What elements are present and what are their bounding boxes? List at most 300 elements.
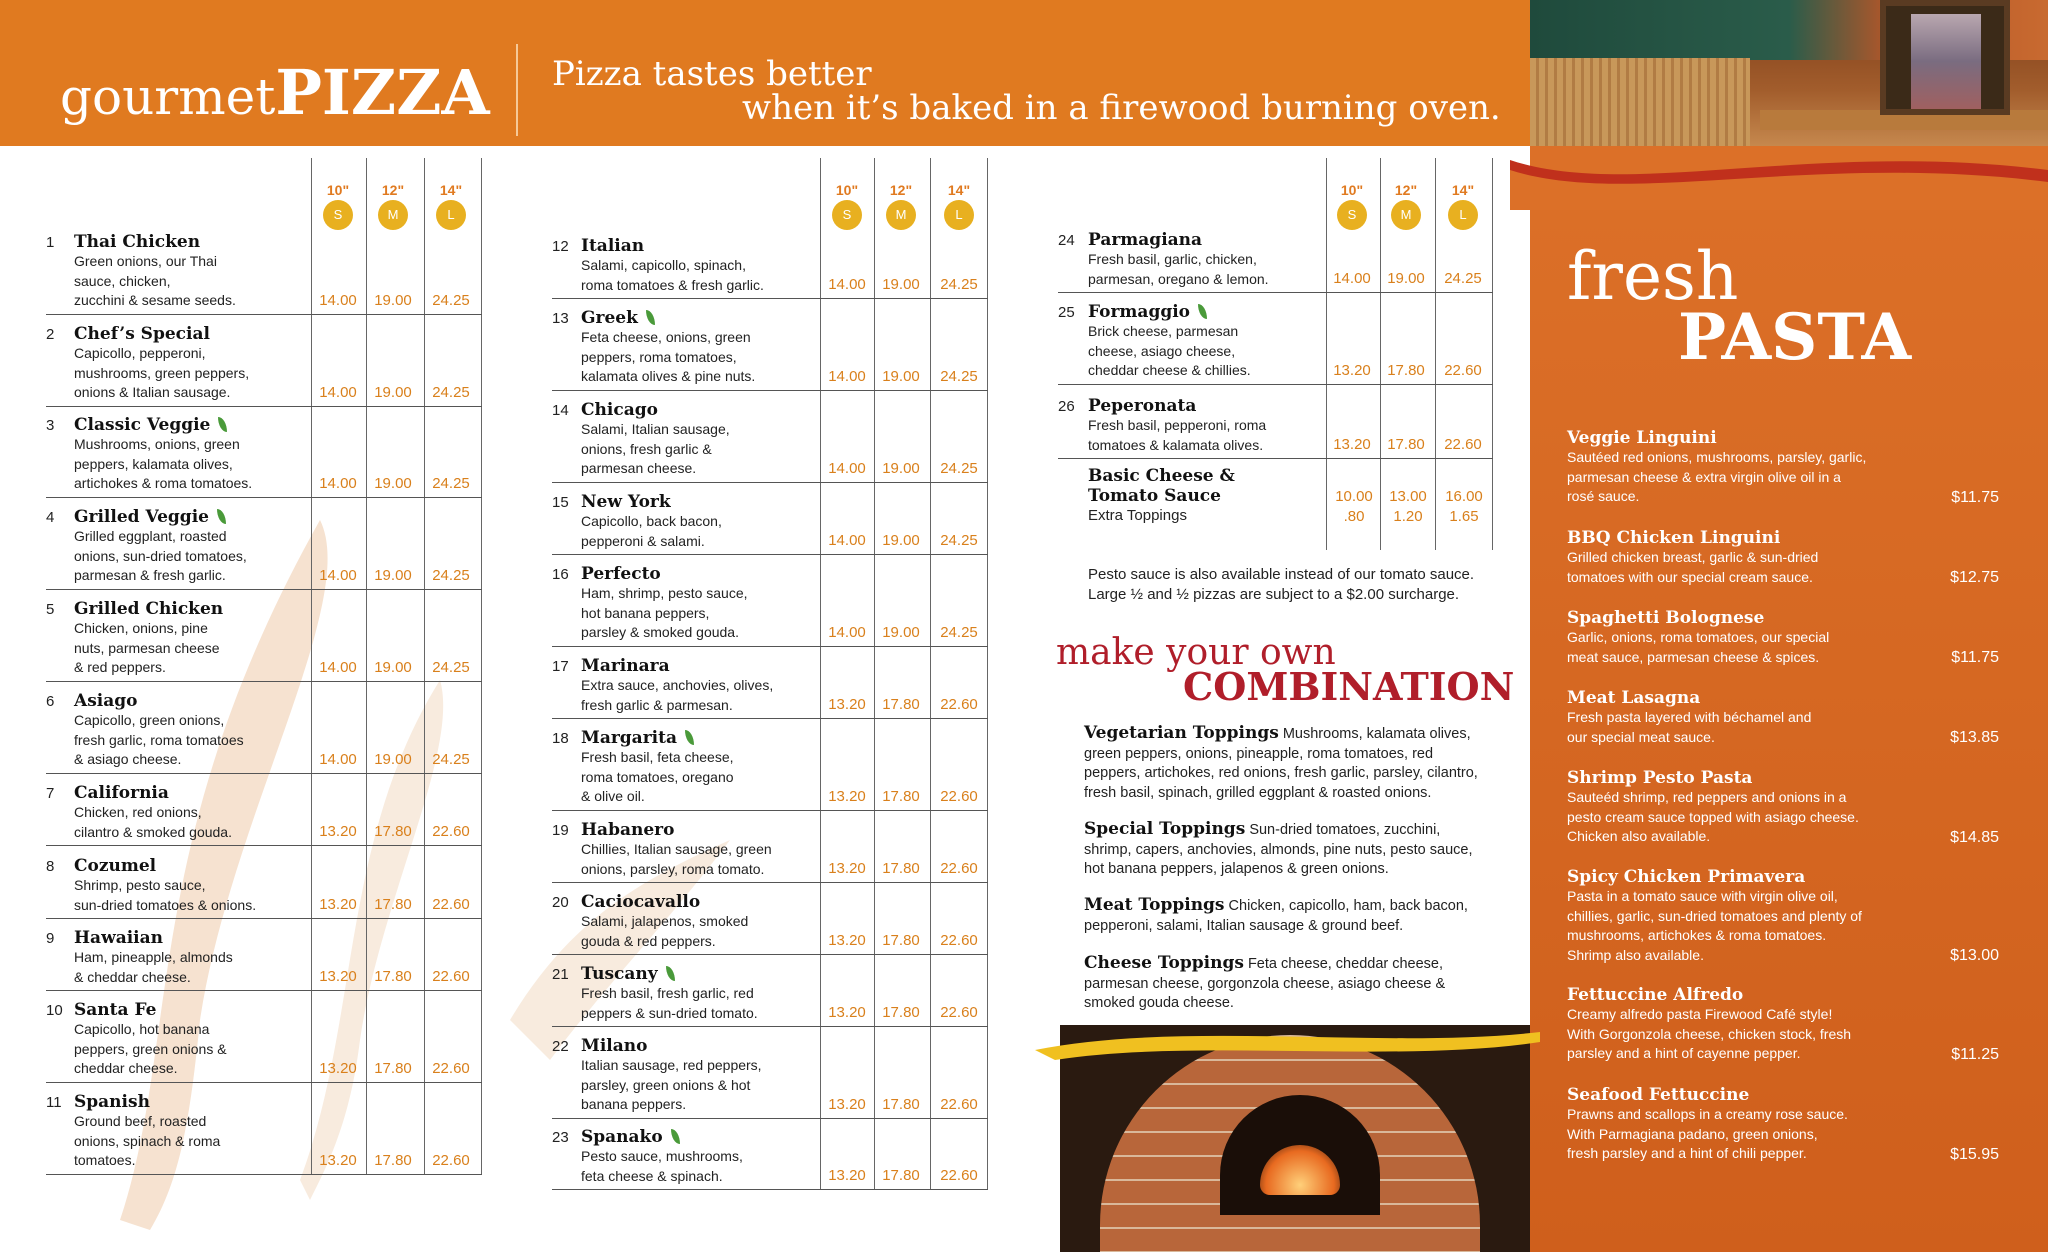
row-divider: [1058, 384, 1493, 385]
column-divider: [930, 158, 931, 1190]
pizza-price: 13.20: [1333, 361, 1371, 379]
item-number: 11: [46, 1094, 62, 1111]
item-number: 4: [46, 509, 55, 526]
pizza-item: [581, 892, 748, 951]
pasta-name: Meat Lasagna: [1567, 688, 1701, 708]
pizza-price: 22.60: [432, 968, 470, 985]
pizza-description: sauce, chicken,: [74, 272, 171, 289]
pizza-description: roma tomatoes, oregano: [581, 768, 734, 785]
pasta-item: [1567, 867, 2017, 965]
pizza-price: 19.00: [374, 383, 412, 401]
pizza-description: cheddar cheese.: [74, 1060, 178, 1076]
pizza-description: Chillies, Italian sausage, green: [581, 841, 772, 857]
item-number: 19: [552, 822, 569, 839]
pizza-description: tomatoes & kalamata olives.: [1088, 436, 1264, 453]
column-divider: [1380, 158, 1381, 550]
pizza-price: 24.25: [432, 566, 470, 584]
vegetarian-leaf-icon: [666, 966, 675, 981]
pizza-description: parmesan & fresh garlic.: [74, 567, 226, 583]
pasta-name: Fettuccine Alfredo: [1567, 985, 1744, 1005]
pizza-name-text: Milano: [581, 1036, 648, 1056]
pizza-name: [581, 308, 755, 328]
column-divider: [874, 158, 875, 1190]
pizza-description: kalamata olives & pine nuts.: [581, 368, 756, 384]
row-divider: [552, 1189, 988, 1190]
pizza-price: 19.00: [374, 566, 412, 584]
basic-price: 10.00: [1335, 488, 1373, 505]
pizza-price: 19.00: [882, 532, 920, 549]
pasta-item: [1567, 985, 2017, 1064]
basic-cheese-item: [1088, 466, 1235, 526]
pizza-description: sun-dried tomatoes & onions.: [74, 896, 257, 913]
pizza-description: Capicollo, green onions,: [74, 712, 225, 728]
pizza-description: Salami, jalapenos, smoked: [581, 913, 749, 929]
pizza-notes: [1088, 565, 1474, 605]
row-divider: [46, 681, 482, 682]
pizza-description: peppers, green onions &: [74, 1040, 227, 1057]
item-number: 9: [46, 930, 55, 947]
size-circle-icon: M: [886, 200, 916, 230]
size-header: [1329, 182, 1375, 230]
pizza-price: 14.00: [319, 658, 357, 676]
pizza-description: cheddar cheese & chillies.: [1088, 362, 1251, 378]
item-number: 16: [552, 566, 569, 583]
pasta-description: Pasta in a tomato sauce with virgin olive oil,: [1567, 888, 1838, 904]
pasta-description: meat sauce, parmesan cheese & spices.: [1567, 648, 1820, 665]
pizza-item: [74, 783, 232, 842]
pizza-description: onions, sun-dried tomatoes,: [74, 547, 247, 564]
pasta-description: Grilled chicken breast, garlic & sun-dried: [1567, 549, 1819, 565]
pizza-name-text: Italian: [581, 236, 645, 256]
row-divider: [46, 1174, 482, 1175]
pizza-description: zucchini & sesame seeds.: [74, 292, 236, 308]
pizza-description: Fresh basil, feta cheese,: [581, 749, 734, 765]
row-divider: [552, 554, 988, 555]
pizza-description: Italian sausage, red peppers,: [581, 1057, 762, 1073]
pizza-item: [581, 1127, 743, 1186]
pizza-price: 13.20: [828, 1095, 866, 1113]
pizza-name: [74, 928, 233, 948]
pizza-item: [74, 599, 223, 678]
pizza-item: [1088, 302, 1251, 381]
pizza-description: Shrimp, pesto sauce,: [74, 877, 206, 893]
column-divider: [1435, 158, 1436, 550]
size-circle-icon: L: [436, 200, 466, 230]
pizza-price: 13.20: [828, 932, 866, 949]
row-divider: [46, 918, 482, 919]
pizza-price: 17.80: [882, 932, 920, 949]
pizza-price: 22.60: [432, 1059, 470, 1077]
pizza-item: [581, 236, 764, 295]
pizza-name: [581, 892, 748, 912]
topping-group-vegetarian: Vegetarian Toppings Mushrooms, kalamata olives, green peppers, onions, pineapple, roma tomatoes, red peppers, artichokes, red onions, fresh garlic, parsley, cilantro, fresh basil, spinach, grilled eggplant & roasted onions.: [1084, 723, 1478, 801]
pasta-description: With Parmagiana padano, green onions,: [1567, 1125, 1818, 1142]
size-circle-icon: M: [378, 200, 408, 230]
pizza-name-text: Grilled Chicken: [74, 599, 224, 619]
pizza-description: onions & Italian sausage.: [74, 384, 231, 400]
size-circle-icon: M: [1391, 200, 1421, 230]
pizza-name: [74, 599, 223, 619]
note-line: Large ½ and ½ pizzas are subject to a $2.00 surcharge.: [1088, 586, 1460, 603]
pizza-name-text: Chicago: [581, 400, 658, 420]
pizza-price: 17.80: [882, 787, 920, 805]
pizza-description: peppers, kalamata olives,: [74, 455, 233, 472]
pizza-name: [581, 820, 772, 840]
pizza-description: gouda & red peppers.: [581, 932, 716, 949]
pizza-name-text: Tuscany: [581, 964, 658, 984]
pasta-price: $13.00: [1950, 947, 1999, 964]
pizza-item: [581, 964, 758, 1023]
pizza-item: [1088, 230, 1269, 289]
pizza-item: [581, 564, 748, 643]
yellow-swoosh-decoration: [1035, 1020, 1540, 1070]
item-number: 26: [1058, 398, 1075, 415]
size-header: [1383, 182, 1429, 230]
pizza-price: 14.00: [1333, 270, 1371, 287]
pasta-name: Shrimp Pesto Pasta: [1567, 768, 1753, 788]
topping-group-special: Special Toppings Sun-dried tomatoes, zucchini, shrimp, capers, anchovies, almonds, pine nuts, pesto sauce, hot banana peppers, jalapenos & green onions.: [1084, 819, 1473, 877]
pasta-name: Seafood Fettuccine: [1567, 1085, 1750, 1105]
item-number: 5: [46, 601, 55, 618]
row-divider: [1058, 458, 1493, 459]
column-divider: [481, 158, 482, 1174]
extra-price: 1.65: [1449, 508, 1479, 525]
pizza-price: 14.00: [828, 532, 866, 549]
pasta-title-light: fresh: [1567, 238, 1739, 315]
pizza-price: 22.60: [432, 896, 470, 913]
pizza-name: [1088, 396, 1266, 416]
pizza-price: 22.60: [432, 1151, 470, 1169]
item-number: 21: [552, 966, 569, 983]
pizza-price: 22.60: [940, 860, 978, 877]
column-divider: [1492, 158, 1493, 550]
pizza-description: roma tomatoes & fresh garlic.: [581, 276, 764, 293]
pizza-price: 19.00: [882, 623, 920, 641]
pizza-price: 17.80: [374, 1151, 412, 1169]
pizza-price: 24.25: [940, 276, 978, 293]
size-inch-label: 10": [1340, 182, 1364, 198]
pasta-description: chillies, garlic, sun-dried tomatoes and plenty of: [1567, 907, 1862, 924]
combination-title-bold: COMBINATION: [1183, 664, 1515, 709]
pizza-price: 19.00: [374, 474, 412, 492]
row-divider: [552, 882, 988, 883]
item-number: 24: [1058, 232, 1075, 249]
pizza-item: [581, 400, 730, 479]
pizza-price: 17.80: [1387, 361, 1425, 379]
pizza-price: 13.20: [319, 1151, 357, 1169]
row-divider: [46, 1082, 482, 1083]
row-divider: [1058, 292, 1493, 293]
pizza-price: 22.60: [940, 1167, 978, 1184]
pizza-name-text: Parmagiana: [1088, 230, 1203, 250]
row-divider: [552, 298, 988, 299]
pizza-description: peppers, roma tomatoes,: [581, 348, 737, 365]
row-divider: [46, 497, 482, 498]
pizza-description: hot banana peppers,: [581, 604, 710, 621]
pizza-description: Fresh basil, garlic, chicken,: [1088, 251, 1257, 267]
pizza-description: & cheddar cheese.: [74, 968, 191, 985]
pizza-price: 17.80: [882, 1004, 920, 1021]
pizza-price: 22.60: [940, 696, 978, 713]
item-number: 22: [552, 1038, 569, 1055]
pizza-price: 19.00: [374, 750, 412, 768]
pizza-description: Ground beef, roasted: [74, 1113, 207, 1129]
pizza-description: Ham, pineapple, almonds: [74, 949, 233, 965]
item-number: 23: [552, 1129, 569, 1146]
pizza-name-text: Hawaiian: [74, 928, 164, 948]
size-inch-label: 12": [1394, 182, 1418, 198]
pizza-name-text: Grilled Veggie: [74, 507, 209, 527]
pizza-description: tomatoes.: [74, 1152, 136, 1168]
pizza-description: peppers & sun-dried tomato.: [581, 1004, 758, 1021]
vegetarian-leaf-icon: [1198, 304, 1207, 319]
pizza-description: Brick cheese, parmesan: [1088, 323, 1239, 339]
item-number: 8: [46, 858, 55, 875]
pizza-price: 24.25: [432, 750, 470, 768]
pasta-title-bold: PASTA: [1678, 300, 1912, 375]
pizza-price: 14.00: [319, 750, 357, 768]
pizza-name: [74, 324, 249, 344]
pizza-item: [1088, 396, 1266, 455]
pizza-description: Extra sauce, anchovies, olives,: [581, 677, 774, 693]
red-wave-decoration: [1510, 130, 2048, 210]
pizza-price: 17.80: [882, 1095, 920, 1113]
pizza-item: [74, 856, 256, 915]
note-line: Pesto sauce is also available instead of our tomato sauce.: [1088, 566, 1475, 583]
pizza-item: [581, 820, 772, 879]
pasta-price: $11.75: [1951, 649, 1999, 666]
pasta-description: Chicken also available.: [1567, 828, 1711, 844]
basic-name-line1: Basic Cheese &: [1088, 466, 1235, 486]
pizza-description: Mushrooms, onions, green: [74, 436, 240, 452]
pizza-description: cilantro & smoked gouda.: [74, 823, 232, 840]
pizza-description: & olive oil.: [581, 788, 645, 804]
pizza-description: & red peppers.: [74, 659, 166, 675]
size-header: [370, 182, 416, 230]
pizza-name: [581, 1127, 743, 1147]
row-divider: [552, 482, 988, 483]
pizza-description: Feta cheese, onions, green: [581, 329, 751, 345]
pizza-item: [581, 492, 722, 551]
pizza-price: 19.00: [882, 276, 920, 293]
pizza-item: [581, 728, 734, 807]
pizza-name-text: Marinara: [581, 656, 670, 676]
pizza-description: Green onions, our Thai: [74, 253, 217, 269]
pizza-price: 13.20: [319, 823, 357, 840]
pizza-description: parmesan, oregano & lemon.: [1088, 270, 1269, 287]
size-inch-label: 14": [1451, 182, 1475, 198]
column-divider: [987, 158, 988, 1190]
pizza-price: 24.25: [432, 383, 470, 401]
pasta-description: fresh parsley and a hint of chili pepper.: [1567, 1145, 1807, 1161]
pasta-description: Creamy alfredo pasta Firewood Café style!: [1567, 1006, 1833, 1022]
pizza-price: 22.60: [1444, 436, 1482, 453]
pasta-description: Shrimp also available.: [1567, 946, 1704, 963]
pizza-price: 14.00: [828, 459, 866, 477]
pizza-price: 13.20: [828, 1167, 866, 1184]
row-divider: [46, 589, 482, 590]
pasta-description: Fresh pasta layered with béchamel and: [1567, 709, 1812, 725]
pizza-name: [1088, 230, 1269, 250]
pizza-name-text: Santa Fe: [74, 1000, 157, 1020]
item-number: 2: [46, 326, 55, 343]
pizza-price: 13.20: [828, 860, 866, 877]
basic-name-line2: Tomato Sauce: [1088, 486, 1221, 506]
pizza-price: 14.00: [828, 623, 866, 641]
vegetarian-leaf-icon: [217, 509, 226, 524]
pasta-item: [1567, 428, 2017, 507]
pizza-name-text: Greek: [581, 308, 638, 328]
pizza-price: 14.00: [828, 367, 866, 385]
pizza-price: 22.60: [940, 1004, 978, 1021]
pasta-description: rosé sauce.: [1567, 488, 1640, 504]
item-number: 25: [1058, 304, 1075, 321]
item-number: 12: [552, 238, 569, 255]
pizza-price: 24.25: [432, 291, 470, 309]
pizza-name-text: Chef’s Special: [74, 324, 210, 344]
pizza-name-text: Formaggio: [1088, 302, 1191, 322]
basic-price: 16.00: [1445, 488, 1483, 505]
pizza-price: 17.80: [374, 896, 412, 913]
pizza-price: 17.80: [374, 968, 412, 985]
pizza-name: [1088, 302, 1251, 322]
row-divider: [46, 990, 482, 991]
pizza-description: feta cheese & spinach.: [581, 1167, 723, 1184]
pizza-name-text: Cozumel: [74, 856, 157, 876]
pizza-price: 14.00: [319, 383, 357, 401]
pasta-name: Veggie Linguini: [1567, 428, 1717, 448]
pasta-description: parsley and a hint of cayenne pepper.: [1567, 1045, 1801, 1061]
pizza-price: 19.00: [1387, 270, 1425, 287]
size-header: [936, 182, 982, 230]
pizza-price: 13.20: [319, 968, 357, 985]
pasta-price: $11.75: [1951, 488, 1999, 506]
pizza-price: 24.25: [432, 658, 470, 676]
topping-group-meat: Meat Toppings Chicken, capicollo, ham, back bacon, pepperoni, salami, Italian sausage & ground beef.: [1084, 895, 1468, 934]
item-number: 15: [552, 494, 569, 511]
tagline-line1: Pizza tastes better: [552, 54, 872, 94]
item-number: 14: [552, 402, 569, 419]
pizza-name-text: California: [74, 783, 169, 803]
pizza-price: 17.80: [882, 860, 920, 877]
pasta-description: Sautéed red onions, mushrooms, parsley, garlic,: [1567, 449, 1867, 465]
pizza-description: Chicken, onions, pine: [74, 620, 208, 636]
pizza-name-text: Caciocavallo: [581, 892, 701, 912]
pizza-name: [581, 564, 748, 584]
pizza-price: 17.80: [882, 696, 920, 713]
pizza-name-text: Classic Veggie: [74, 415, 211, 435]
pizza-name: [581, 400, 730, 420]
row-divider: [552, 810, 988, 811]
pasta-price: $12.75: [1950, 569, 1999, 586]
pizza-name: [74, 691, 244, 711]
logo-bold-text: PIZZA: [275, 56, 490, 129]
pizza-description: Grilled eggplant, roasted: [74, 528, 227, 544]
pasta-price: $13.85: [1950, 729, 1999, 746]
item-number: 6: [46, 693, 55, 710]
column-divider: [1326, 158, 1327, 550]
extra-toppings-label: Extra Toppings: [1088, 507, 1187, 524]
size-inch-label: 10": [326, 182, 350, 198]
row-divider: [46, 314, 482, 315]
pizza-description: Fresh basil, pepperoni, roma: [1088, 417, 1267, 433]
vegetarian-leaf-icon: [218, 417, 227, 432]
pasta-name: BBQ Chicken Linguini: [1567, 528, 1781, 548]
pasta-description: tomatoes with our special cream sauce.: [1567, 568, 1813, 585]
pizza-price: 13.20: [319, 896, 357, 913]
pizza-description: Capicollo, pepperoni,: [74, 345, 206, 361]
pizza-description: parsley & smoked gouda.: [581, 624, 739, 640]
pizza-item: [581, 308, 755, 387]
pizza-description: Salami, Italian sausage,: [581, 421, 730, 437]
pizza-item: [581, 1036, 762, 1115]
pizza-description: artichokes & roma tomatoes.: [74, 475, 253, 491]
pizza-price: 14.00: [828, 276, 866, 293]
pizza-description: parmesan cheese.: [581, 460, 697, 476]
row-divider: [552, 390, 988, 391]
pasta-item: [1567, 528, 2017, 587]
pizza-description: Ham, shrimp, pesto sauce,: [581, 585, 748, 601]
pizza-price: 22.60: [940, 1095, 978, 1113]
tagline-line2: when it’s baked in a firewood burning oven.: [742, 88, 1501, 128]
size-circle-icon: S: [1337, 200, 1367, 230]
pasta-description: Sauteéd shrimp, red peppers and onions in a: [1567, 789, 1847, 805]
size-inch-label: 14": [439, 182, 463, 198]
pizza-name: [74, 1000, 227, 1020]
pasta-description: mushrooms, artichokes & roma tomatoes.: [1567, 927, 1827, 943]
pasta-item: [1567, 768, 2017, 847]
pizza-price: 14.00: [319, 566, 357, 584]
column-divider: [820, 158, 821, 1190]
pizza-description: fresh garlic & parmesan.: [581, 696, 733, 713]
item-number: 1: [46, 234, 55, 251]
item-number: 17: [552, 658, 569, 675]
pizza-item: [74, 928, 233, 987]
pizza-name: [581, 236, 764, 256]
row-divider: [46, 406, 482, 407]
pizza-description: Salami, capicollo, spinach,: [581, 257, 746, 273]
pizza-name: [581, 492, 722, 512]
item-number: 3: [46, 417, 55, 434]
row-divider: [552, 1026, 988, 1027]
pizza-price: 24.25: [432, 474, 470, 492]
pizza-name-text: Peperonata: [1088, 396, 1197, 416]
pasta-description: pesto cream sauce topped with asiago cheese.: [1567, 808, 1859, 825]
pizza-price: 14.00: [319, 474, 357, 492]
pizza-price: 17.80: [374, 823, 412, 840]
size-circle-icon: S: [323, 200, 353, 230]
size-inch-label: 12": [889, 182, 913, 198]
pizza-item: [74, 232, 236, 311]
extra-price: 1.20: [1393, 508, 1423, 525]
pizza-description: Capicollo, hot banana: [74, 1021, 210, 1037]
pizza-item: [74, 1000, 227, 1079]
extra-price: .80: [1343, 508, 1365, 525]
pizza-item: [74, 1092, 220, 1171]
pasta-description: Prawns and scallops in a creamy rose sauce.: [1567, 1106, 1848, 1122]
pasta-name: Spaghetti Bolognese: [1567, 608, 1765, 628]
pizza-description: pepperoni & salami.: [581, 532, 705, 549]
pizza-price: 24.25: [940, 623, 978, 641]
pizza-name-text: Spanako: [581, 1127, 663, 1147]
pizza-name: [74, 232, 236, 252]
pizza-name: [74, 1092, 220, 1112]
vegetarian-leaf-icon: [685, 730, 694, 745]
pizza-price: 24.25: [940, 459, 978, 477]
row-divider: [552, 954, 988, 955]
size-header: [824, 182, 870, 230]
pizza-name-text: Margarita: [581, 728, 677, 748]
